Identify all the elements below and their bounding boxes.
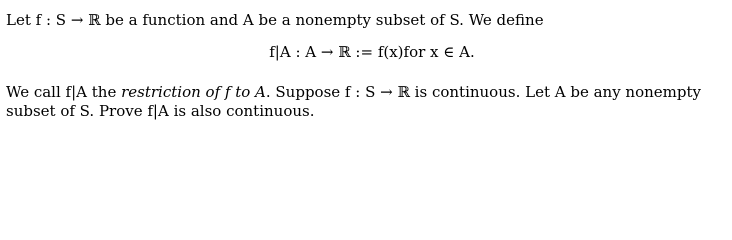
restriction-description-line — [6, 83, 701, 101]
definition-intro-line: Let f : S → ℝ be a function and A be a nonempty subset of S. We define — [6, 11, 544, 29]
restricted-function-symbol: f|A — [65, 83, 87, 101]
text-segment: the — [87, 83, 122, 101]
restriction-definition-equation: f|A : A → ℝ := f(x)for x ∈ A. — [269, 43, 475, 61]
proof-task-line: subset of S. Prove f|A is also continuous. — [6, 102, 315, 120]
text-segment: We call — [6, 83, 66, 101]
restriction-term: restriction of f to A — [121, 83, 266, 101]
text-segment: . Suppose f : S → ℝ is continuous. Let A be any nonempty — [265, 83, 701, 101]
